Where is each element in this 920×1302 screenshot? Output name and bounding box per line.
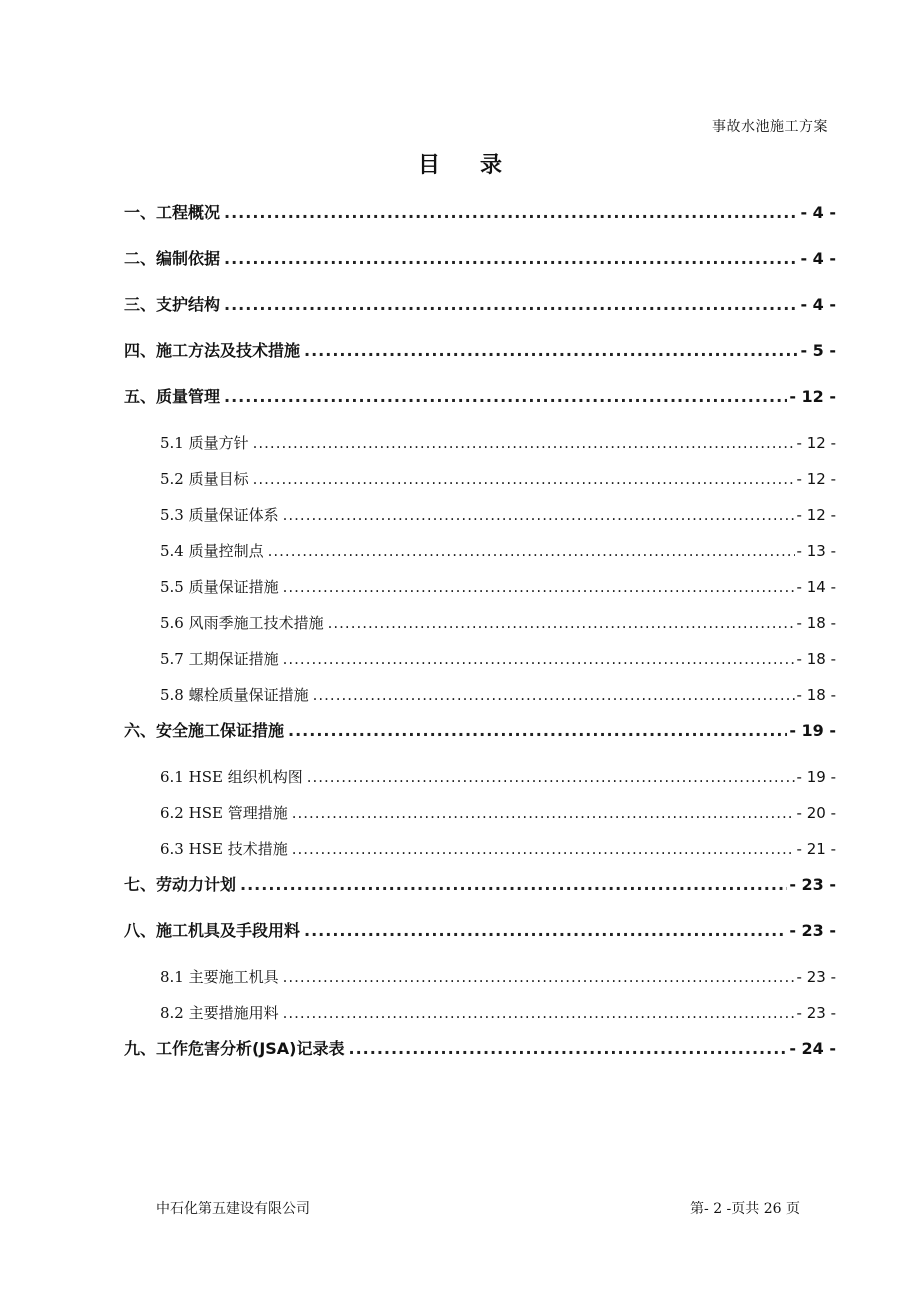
- toc-entry[interactable]: [124, 242, 836, 288]
- toc-entry-page-number: - 4 -: [800, 249, 836, 268]
- toc-dot-leader: [224, 196, 798, 230]
- toc-entry-label: 八、施工机具及手段用料: [124, 921, 301, 940]
- toc-entry-page-number: - 19 -: [796, 768, 836, 786]
- toc-entry[interactable]: [124, 334, 836, 380]
- toc-entry[interactable]: [124, 534, 836, 570]
- toc-entry-label: 5.8 螺栓质量保证措施: [160, 686, 309, 704]
- toc-dot-leader: [224, 380, 787, 414]
- toc-entry-page-number: - 23 -: [796, 1004, 836, 1022]
- toc-dot-leader: [224, 288, 798, 322]
- toc-entry[interactable]: [124, 796, 836, 832]
- toc-entry-page-number: - 21 -: [796, 840, 836, 858]
- toc-entry-page-number: - 24 -: [789, 1039, 836, 1058]
- toc-dot-leader: [304, 914, 787, 948]
- toc-entry-label: 8.1 主要施工机具: [160, 968, 279, 986]
- toc-entry-label: 5.2 质量目标: [160, 470, 249, 488]
- toc-entry-label: 二、编制依据: [124, 249, 221, 268]
- toc-entry[interactable]: [124, 996, 836, 1032]
- toc-entry[interactable]: [124, 462, 836, 498]
- toc-entry[interactable]: [124, 426, 836, 462]
- toc-dot-leader: [288, 714, 787, 748]
- toc-entry-page-number: - 23 -: [796, 968, 836, 986]
- toc-entry-label: 五、质量管理: [124, 387, 221, 406]
- toc-dot-leader: [307, 760, 795, 794]
- toc-dot-leader: [283, 996, 795, 1030]
- toc-entry[interactable]: [124, 678, 836, 714]
- toc-entry-page-number: - 14 -: [796, 578, 836, 596]
- toc-heading-char-1: 目: [417, 153, 440, 178]
- toc-dot-leader: [253, 426, 795, 460]
- toc-entry-label: 5.1 质量方针: [160, 434, 249, 452]
- toc-entry-page-number: - 13 -: [796, 542, 836, 560]
- toc-entry-label: 6.2 HSE 管理措施: [160, 804, 288, 822]
- document-header-title: 事故水池施工方案: [712, 119, 828, 135]
- toc-entry-label: 6.3 HSE 技术措施: [160, 840, 288, 858]
- toc-entry[interactable]: [124, 714, 836, 760]
- toc-dot-leader: [328, 606, 795, 640]
- toc-dot-leader: [304, 334, 798, 368]
- toc-entry[interactable]: [124, 960, 836, 996]
- toc-entry[interactable]: [124, 288, 836, 334]
- toc-entry-label: 6.1 HSE 组织机构图: [160, 768, 303, 786]
- toc-entry[interactable]: [124, 868, 836, 914]
- toc-entry-page-number: - 18 -: [796, 614, 836, 632]
- toc-entry-label: 九、工作危害分析(JSA)记录表: [124, 1039, 345, 1058]
- footer-page-info: 第- 2 -页共 26 页: [690, 1201, 800, 1217]
- toc-heading: [0, 148, 920, 179]
- toc-dot-leader: [349, 1032, 788, 1066]
- toc-entry[interactable]: [124, 196, 836, 242]
- toc-entry-page-number: - 20 -: [796, 804, 836, 822]
- toc-entry-label: 七、劳动力计划: [124, 875, 237, 894]
- toc-entry-page-number: - 18 -: [796, 650, 836, 668]
- toc-dot-leader: [283, 570, 795, 604]
- toc-entry-page-number: - 12 -: [796, 434, 836, 452]
- footer-company: 中石化第五建设有限公司: [156, 1201, 310, 1217]
- toc-entry-page-number: - 12 -: [796, 470, 836, 488]
- toc-dot-leader: [283, 642, 795, 676]
- toc-entry[interactable]: [124, 832, 836, 868]
- toc-entry-label: 5.3 质量保证体系: [160, 506, 279, 524]
- toc-entry-page-number: - 18 -: [796, 686, 836, 704]
- toc-entry[interactable]: [124, 914, 836, 960]
- toc-dot-leader: [240, 868, 787, 902]
- toc-entry-label: 四、施工方法及技术措施: [124, 341, 301, 360]
- toc-entry-page-number: - 4 -: [800, 295, 836, 314]
- toc-entry-page-number: - 12 -: [796, 506, 836, 524]
- table-of-contents: [124, 196, 836, 1078]
- toc-entry[interactable]: [124, 380, 836, 426]
- toc-entry-label: 5.6 风雨季施工技术措施: [160, 614, 324, 632]
- toc-entry-label: 5.7 工期保证措施: [160, 650, 279, 668]
- toc-entry[interactable]: [124, 760, 836, 796]
- toc-dot-leader: [253, 462, 795, 496]
- toc-entry-page-number: - 4 -: [800, 203, 836, 222]
- toc-entry-label: 5.4 质量控制点: [160, 542, 264, 560]
- toc-entry[interactable]: [124, 1032, 836, 1078]
- toc-dot-leader: [292, 832, 795, 866]
- toc-entry-page-number: - 19 -: [789, 721, 836, 740]
- toc-heading-char-2: 录: [480, 153, 503, 178]
- toc-dot-leader: [224, 242, 798, 276]
- toc-entry-label: 8.2 主要措施用料: [160, 1004, 279, 1022]
- toc-dot-leader: [292, 796, 795, 830]
- toc-entry-page-number: - 23 -: [789, 875, 836, 894]
- toc-dot-leader: [283, 498, 795, 532]
- toc-entry[interactable]: [124, 570, 836, 606]
- toc-entry-label: 三、支护结构: [124, 295, 221, 314]
- toc-entry[interactable]: [124, 606, 836, 642]
- toc-dot-leader: [313, 678, 795, 712]
- toc-entry-label: 一、工程概况: [124, 203, 221, 222]
- toc-entry[interactable]: [124, 642, 836, 678]
- toc-entry-page-number: - 23 -: [789, 921, 836, 940]
- toc-entry[interactable]: [124, 498, 836, 534]
- toc-entry-label: 5.5 质量保证措施: [160, 578, 279, 596]
- toc-dot-leader: [283, 960, 795, 994]
- toc-entry-page-number: - 12 -: [789, 387, 836, 406]
- toc-entry-label: 六、安全施工保证措施: [124, 721, 285, 740]
- toc-dot-leader: [268, 534, 795, 568]
- toc-entry-page-number: - 5 -: [800, 341, 836, 360]
